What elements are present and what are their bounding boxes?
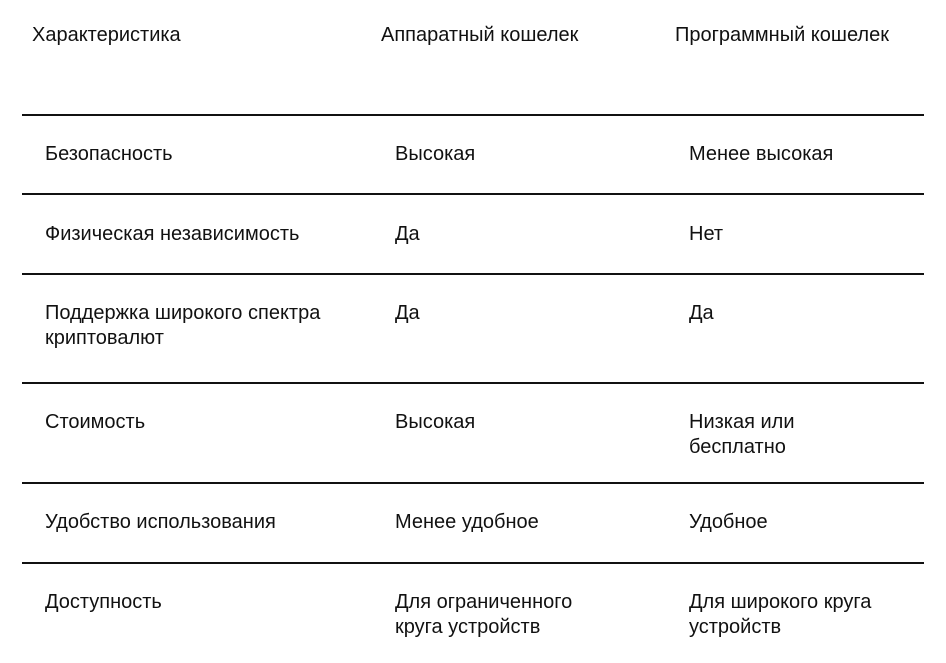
row-divider xyxy=(22,482,924,484)
header-hardware-wallet: Аппаратный кошелек xyxy=(381,24,579,46)
row-hardware-value: Да xyxy=(395,223,420,245)
row-divider xyxy=(22,562,924,564)
row-feature: Стоимость xyxy=(45,411,146,433)
row-software-value: Да xyxy=(689,302,714,324)
row-divider xyxy=(22,382,924,384)
row-feature: Поддержка широкого спектра криптовалют xyxy=(45,302,321,349)
row-hardware-value: Для ограниченного круга устройств xyxy=(395,591,573,638)
row-feature: Удобство использования xyxy=(45,511,276,533)
row-hardware-value: Да xyxy=(395,302,420,324)
row-software-value: Низкая или бесплатно xyxy=(689,411,795,458)
row-hardware-value: Менее удобное xyxy=(395,511,539,533)
header-feature: Характеристика xyxy=(32,24,181,46)
row-feature: Физическая независимость xyxy=(45,223,300,245)
header-software-wallet: Программный кошелек xyxy=(675,24,889,46)
row-hardware-value: Высокая xyxy=(395,143,476,165)
row-hardware-value: Высокая xyxy=(395,411,476,433)
row-divider xyxy=(22,193,924,195)
row-feature: Доступность xyxy=(45,591,162,613)
header-divider xyxy=(22,114,924,116)
row-software-value: Удобное xyxy=(689,511,768,533)
row-software-value: Нет xyxy=(689,223,724,245)
row-divider xyxy=(22,273,924,275)
row-software-value: Менее высокая xyxy=(689,143,834,165)
row-feature: Безопасность xyxy=(45,143,173,165)
row-software-value: Для широкого круга устройств xyxy=(689,591,872,638)
